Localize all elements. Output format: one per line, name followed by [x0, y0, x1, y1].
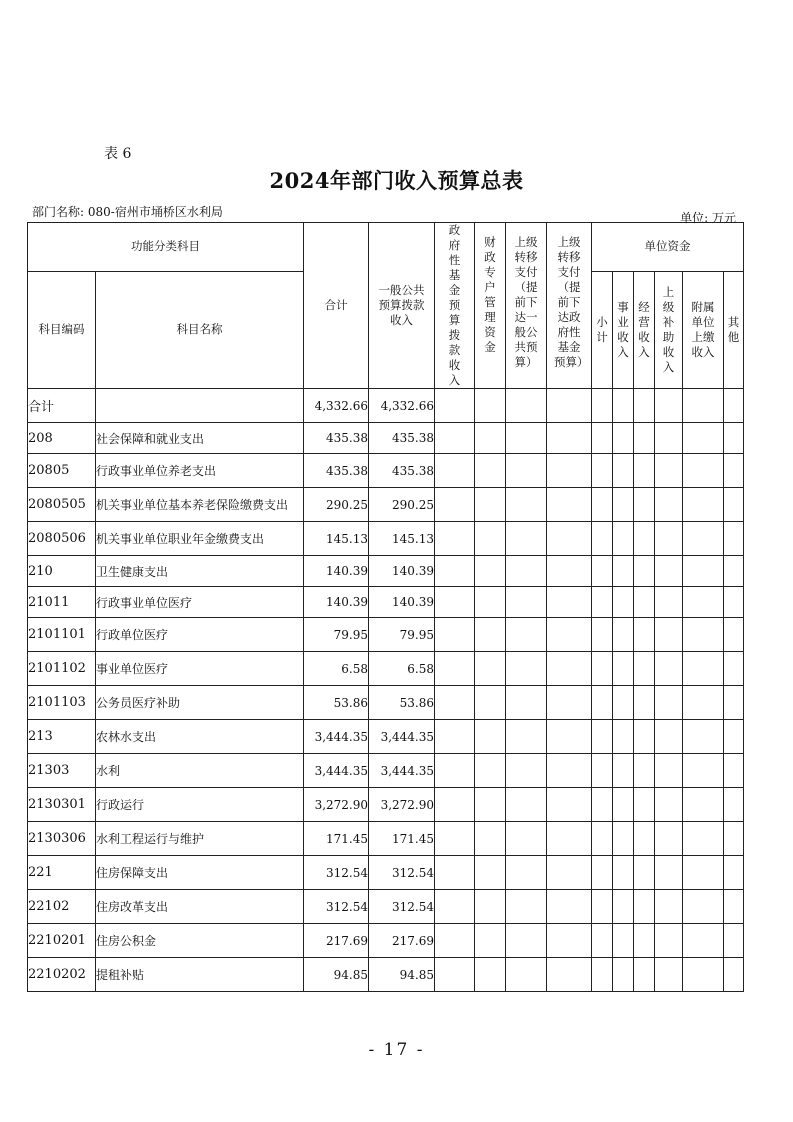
empty-cell	[724, 856, 744, 890]
empty-cell	[655, 389, 683, 423]
row-code: 210	[28, 556, 96, 587]
row-name: 社会保障和就业支出	[96, 423, 304, 454]
empty-cell	[592, 958, 613, 992]
empty-cell	[506, 754, 547, 788]
row-general: 3,444.35	[369, 754, 435, 788]
empty-cell	[547, 822, 592, 856]
empty-cell	[683, 618, 724, 652]
empty-cell	[547, 754, 592, 788]
empty-cell	[506, 488, 547, 522]
empty-cell	[475, 389, 506, 423]
empty-cell	[475, 822, 506, 856]
empty-cell	[724, 686, 744, 720]
row-name: 水利工程运行与维护	[96, 822, 304, 856]
empty-cell	[634, 618, 655, 652]
row-code: 213	[28, 720, 96, 754]
empty-cell	[475, 856, 506, 890]
row-total: 435.38	[304, 423, 369, 454]
empty-cell	[506, 924, 547, 958]
row-code: 2101103	[28, 686, 96, 720]
empty-cell	[655, 958, 683, 992]
row-code: 2101101	[28, 618, 96, 652]
table-row	[28, 618, 744, 652]
empty-cell	[634, 652, 655, 686]
row-total: 53.86	[304, 686, 369, 720]
empty-cell	[683, 856, 724, 890]
empty-cell	[475, 423, 506, 454]
row-total: 6.58	[304, 652, 369, 686]
row-total: 4,332.66	[304, 389, 369, 423]
row-total: 3,272.90	[304, 788, 369, 822]
empty-cell	[547, 856, 592, 890]
row-general: 140.39	[369, 556, 435, 587]
header-subsidy: 上级补助收入	[655, 271, 683, 388]
empty-cell	[506, 652, 547, 686]
empty-cell	[475, 522, 506, 556]
header-gov-fund: 政府性基金预算拨款收入	[435, 223, 475, 389]
header-affiliated: 附属单位上缴收入	[683, 271, 724, 388]
empty-cell	[435, 822, 475, 856]
empty-cell	[506, 958, 547, 992]
empty-cell	[435, 587, 475, 618]
empty-cell	[435, 652, 475, 686]
empty-cell	[475, 958, 506, 992]
row-code: 2130301	[28, 788, 96, 822]
row-name: 机关事业单位职业年金缴费支出	[96, 522, 304, 556]
empty-cell	[634, 686, 655, 720]
empty-cell	[475, 587, 506, 618]
empty-cell	[683, 822, 724, 856]
empty-cell	[724, 958, 744, 992]
empty-cell	[724, 556, 744, 587]
header-other: 其他	[724, 271, 744, 388]
empty-cell	[634, 454, 655, 488]
empty-cell	[592, 618, 613, 652]
empty-cell	[634, 890, 655, 924]
row-total: 435.38	[304, 454, 369, 488]
empty-cell	[592, 587, 613, 618]
empty-cell	[655, 652, 683, 686]
header-code: 科目编码	[28, 271, 96, 388]
empty-cell	[683, 556, 724, 587]
empty-cell	[634, 556, 655, 587]
empty-cell	[547, 958, 592, 992]
empty-cell	[613, 652, 634, 686]
empty-cell	[724, 720, 744, 754]
header-operating: 经营收入	[634, 271, 655, 388]
empty-cell	[724, 488, 744, 522]
row-code: 2080506	[28, 522, 96, 556]
empty-cell	[683, 788, 724, 822]
empty-cell	[592, 754, 613, 788]
row-name: 行政事业单位医疗	[96, 587, 304, 618]
empty-cell	[655, 423, 683, 454]
empty-cell	[613, 587, 634, 618]
empty-cell	[613, 856, 634, 890]
table-row	[28, 488, 744, 522]
empty-cell	[634, 754, 655, 788]
empty-cell	[613, 454, 634, 488]
empty-cell	[435, 856, 475, 890]
empty-cell	[613, 720, 634, 754]
row-code: 2101102	[28, 652, 96, 686]
empty-cell	[683, 754, 724, 788]
table-row	[28, 556, 744, 587]
empty-cell	[506, 890, 547, 924]
table-row	[28, 856, 744, 890]
header-transfer-general: 上级转移支付（提前下达一般公共预算）	[506, 223, 547, 389]
empty-cell	[683, 720, 724, 754]
row-code: 2080505	[28, 488, 96, 522]
empty-cell	[724, 890, 744, 924]
empty-cell	[506, 686, 547, 720]
empty-cell	[547, 556, 592, 587]
row-name: 行政事业单位养老支出	[96, 454, 304, 488]
empty-cell	[475, 686, 506, 720]
empty-cell	[592, 856, 613, 890]
empty-cell	[435, 488, 475, 522]
row-name: 行政单位医疗	[96, 618, 304, 652]
row-code: 合计	[28, 389, 96, 423]
empty-cell	[592, 454, 613, 488]
row-general: 435.38	[369, 454, 435, 488]
empty-cell	[475, 652, 506, 686]
empty-cell	[475, 454, 506, 488]
row-name: 提租补贴	[96, 958, 304, 992]
table-row	[28, 822, 744, 856]
table-row	[28, 924, 744, 958]
table-row	[28, 754, 744, 788]
empty-cell	[547, 890, 592, 924]
empty-cell	[683, 587, 724, 618]
empty-cell	[547, 788, 592, 822]
header-func-class: 功能分类科目	[28, 223, 304, 272]
empty-cell	[613, 423, 634, 454]
row-code: 21011	[28, 587, 96, 618]
row-total: 94.85	[304, 958, 369, 992]
row-general: 312.54	[369, 856, 435, 890]
row-general: 94.85	[369, 958, 435, 992]
empty-cell	[613, 686, 634, 720]
table-row	[28, 587, 744, 618]
empty-cell	[683, 652, 724, 686]
empty-cell	[547, 652, 592, 686]
row-general: 3,444.35	[369, 720, 435, 754]
page-title: 2024年部门收入预算总表	[269, 168, 524, 193]
empty-cell	[435, 720, 475, 754]
empty-cell	[475, 720, 506, 754]
empty-cell	[435, 522, 475, 556]
unit-label: 单位: 万元	[680, 211, 736, 225]
empty-cell	[655, 556, 683, 587]
empty-cell	[435, 958, 475, 992]
row-total: 217.69	[304, 924, 369, 958]
empty-cell	[592, 686, 613, 720]
row-total: 3,444.35	[304, 754, 369, 788]
empty-cell	[655, 686, 683, 720]
empty-cell	[475, 924, 506, 958]
empty-cell	[547, 454, 592, 488]
empty-cell	[592, 556, 613, 587]
empty-cell	[475, 890, 506, 924]
empty-cell	[634, 423, 655, 454]
empty-cell	[506, 556, 547, 587]
empty-cell	[506, 389, 547, 423]
empty-cell	[592, 822, 613, 856]
empty-cell	[613, 618, 634, 652]
table-row	[28, 788, 744, 822]
row-code: 208	[28, 423, 96, 454]
empty-cell	[506, 822, 547, 856]
row-general: 53.86	[369, 686, 435, 720]
table-row	[28, 454, 744, 488]
empty-cell	[634, 788, 655, 822]
row-general: 4,332.66	[369, 389, 435, 423]
empty-cell	[592, 890, 613, 924]
empty-cell	[634, 587, 655, 618]
empty-cell	[655, 488, 683, 522]
empty-cell	[547, 618, 592, 652]
row-general: 312.54	[369, 890, 435, 924]
empty-cell	[655, 890, 683, 924]
empty-cell	[592, 788, 613, 822]
empty-cell	[506, 720, 547, 754]
row-name: 住房改革支出	[96, 890, 304, 924]
empty-cell	[724, 618, 744, 652]
row-name: 农林水支出	[96, 720, 304, 754]
empty-cell	[435, 618, 475, 652]
empty-cell	[506, 618, 547, 652]
empty-cell	[613, 958, 634, 992]
empty-cell	[435, 924, 475, 958]
empty-cell	[655, 788, 683, 822]
row-name: 水利	[96, 754, 304, 788]
row-name: 住房保障支出	[96, 856, 304, 890]
empty-cell	[724, 822, 744, 856]
empty-cell	[613, 924, 634, 958]
empty-cell	[655, 618, 683, 652]
empty-cell	[724, 754, 744, 788]
empty-cell	[655, 754, 683, 788]
empty-cell	[613, 522, 634, 556]
table-row	[28, 686, 744, 720]
empty-cell	[592, 924, 613, 958]
empty-cell	[475, 788, 506, 822]
empty-cell	[683, 522, 724, 556]
empty-cell	[592, 389, 613, 423]
empty-cell	[724, 522, 744, 556]
empty-cell	[724, 924, 744, 958]
row-code: 22102	[28, 890, 96, 924]
header-subtotal: 小计	[592, 271, 613, 388]
empty-cell	[506, 587, 547, 618]
table-row	[28, 522, 744, 556]
empty-cell	[506, 788, 547, 822]
empty-cell	[435, 788, 475, 822]
table-row	[28, 958, 744, 992]
row-name: 机关事业单位基本养老保险缴费支出	[96, 488, 304, 522]
empty-cell	[613, 822, 634, 856]
table-row	[28, 890, 744, 924]
row-code: 2210201	[28, 924, 96, 958]
empty-cell	[435, 454, 475, 488]
empty-cell	[592, 720, 613, 754]
row-name: 住房公积金	[96, 924, 304, 958]
empty-cell	[613, 389, 634, 423]
table-row	[28, 652, 744, 686]
header-unit-funds: 单位资金	[592, 223, 744, 272]
empty-cell	[435, 686, 475, 720]
empty-cell	[435, 890, 475, 924]
empty-cell	[634, 822, 655, 856]
empty-cell	[683, 958, 724, 992]
empty-cell	[592, 522, 613, 556]
empty-cell	[634, 958, 655, 992]
header-special: 财政专户管理资金	[475, 223, 506, 389]
row-total: 290.25	[304, 488, 369, 522]
empty-cell	[547, 587, 592, 618]
empty-cell	[475, 754, 506, 788]
header-total: 合计	[304, 223, 369, 389]
row-total: 312.54	[304, 890, 369, 924]
header-name: 科目名称	[96, 271, 304, 388]
row-name: 公务员医疗补助	[96, 686, 304, 720]
row-general: 171.45	[369, 822, 435, 856]
row-general: 290.25	[369, 488, 435, 522]
empty-cell	[547, 423, 592, 454]
budget-table	[27, 222, 744, 992]
header-general: 一般公共预算拨款收入	[369, 223, 435, 389]
empty-cell	[634, 720, 655, 754]
empty-cell	[547, 686, 592, 720]
empty-cell	[475, 618, 506, 652]
empty-cell	[683, 454, 724, 488]
empty-cell	[475, 556, 506, 587]
empty-cell	[613, 890, 634, 924]
empty-cell	[683, 890, 724, 924]
table-row	[28, 389, 744, 423]
table-number: 表 6	[104, 146, 132, 162]
empty-cell	[547, 522, 592, 556]
empty-cell	[724, 423, 744, 454]
empty-cell	[724, 454, 744, 488]
row-general: 145.13	[369, 522, 435, 556]
row-name: 行政运行	[96, 788, 304, 822]
row-name	[96, 389, 304, 423]
empty-cell	[592, 423, 613, 454]
empty-cell	[634, 856, 655, 890]
row-total: 140.39	[304, 556, 369, 587]
empty-cell	[683, 423, 724, 454]
page-number: - 17 -	[368, 1040, 425, 1060]
empty-cell	[613, 754, 634, 788]
empty-cell	[655, 454, 683, 488]
row-total: 171.45	[304, 822, 369, 856]
empty-cell	[506, 522, 547, 556]
row-total: 3,444.35	[304, 720, 369, 754]
empty-cell	[435, 389, 475, 423]
empty-cell	[613, 788, 634, 822]
empty-cell	[724, 389, 744, 423]
empty-cell	[724, 587, 744, 618]
row-general: 6.58	[369, 652, 435, 686]
row-code: 20805	[28, 454, 96, 488]
empty-cell	[506, 856, 547, 890]
row-name: 卫生健康支出	[96, 556, 304, 587]
empty-cell	[634, 924, 655, 958]
empty-cell	[634, 389, 655, 423]
empty-cell	[547, 720, 592, 754]
row-code: 21303	[28, 754, 96, 788]
empty-cell	[634, 522, 655, 556]
empty-cell	[547, 488, 592, 522]
empty-cell	[547, 924, 592, 958]
row-code: 221	[28, 856, 96, 890]
department-name: 部门名称: 080-宿州市埇桥区水利局	[32, 205, 223, 219]
table-row	[28, 720, 744, 754]
row-general: 217.69	[369, 924, 435, 958]
row-name: 事业单位医疗	[96, 652, 304, 686]
row-general: 435.38	[369, 423, 435, 454]
row-total: 79.95	[304, 618, 369, 652]
header-business: 事业收入	[613, 271, 634, 388]
table-row	[28, 423, 744, 454]
row-code: 2130306	[28, 822, 96, 856]
empty-cell	[655, 924, 683, 958]
header-transfer-fund: 上级转移支付（提前下达政府性基金预算）	[547, 223, 592, 389]
empty-cell	[724, 652, 744, 686]
row-total: 140.39	[304, 587, 369, 618]
empty-cell	[655, 822, 683, 856]
row-general: 140.39	[369, 587, 435, 618]
empty-cell	[655, 856, 683, 890]
empty-cell	[683, 924, 724, 958]
empty-cell	[683, 686, 724, 720]
empty-cell	[435, 423, 475, 454]
empty-cell	[655, 720, 683, 754]
empty-cell	[592, 652, 613, 686]
empty-cell	[435, 556, 475, 587]
empty-cell	[634, 488, 655, 522]
empty-cell	[613, 488, 634, 522]
empty-cell	[547, 389, 592, 423]
empty-cell	[655, 587, 683, 618]
row-total: 312.54	[304, 856, 369, 890]
empty-cell	[683, 389, 724, 423]
empty-cell	[655, 522, 683, 556]
empty-cell	[683, 488, 724, 522]
empty-cell	[613, 556, 634, 587]
empty-cell	[506, 423, 547, 454]
row-total: 145.13	[304, 522, 369, 556]
empty-cell	[506, 454, 547, 488]
empty-cell	[592, 488, 613, 522]
row-general: 79.95	[369, 618, 435, 652]
empty-cell	[435, 754, 475, 788]
row-code: 2210202	[28, 958, 96, 992]
empty-cell	[475, 488, 506, 522]
empty-cell	[724, 788, 744, 822]
row-general: 3,272.90	[369, 788, 435, 822]
